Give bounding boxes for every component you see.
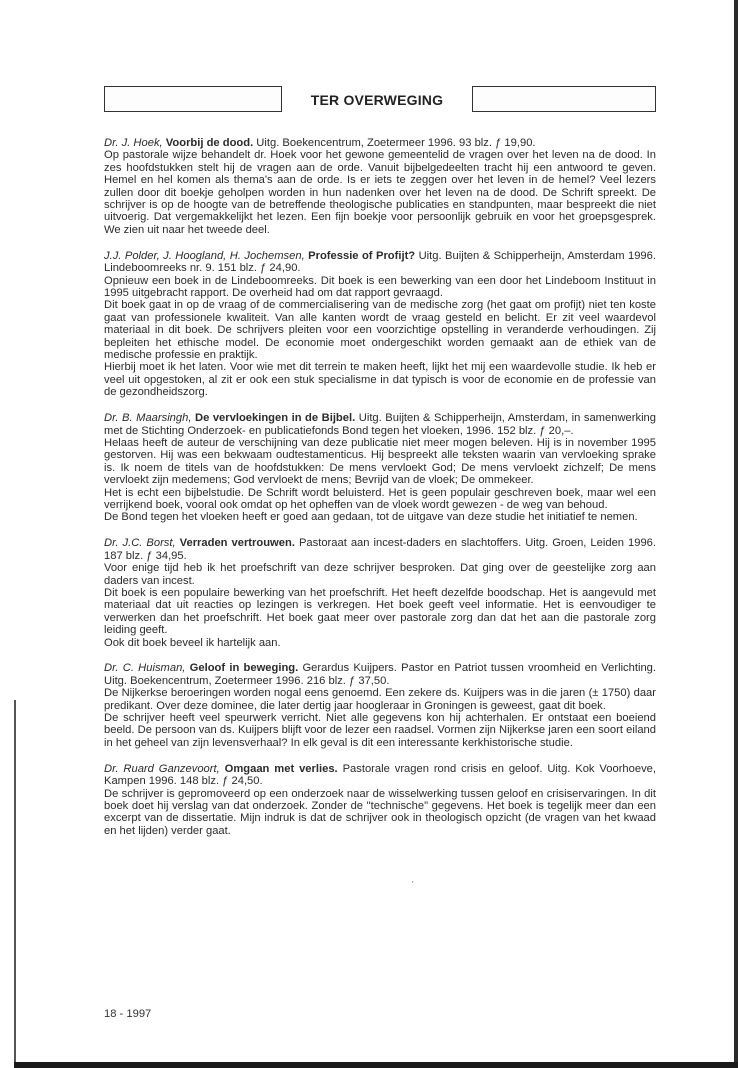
- book-review: [104, 763, 656, 837]
- review-author: Dr. C. Huisman,: [104, 662, 186, 675]
- review-book-title: De vervloekingen in de Bijbel.: [195, 412, 356, 425]
- review-author: Dr. Ruard Ganzevoort,: [104, 762, 220, 775]
- book-review: [104, 537, 656, 649]
- section-title: TER OVERWEGING: [310, 92, 444, 108]
- review-author: Dr. B. Maarsingh,: [104, 412, 192, 425]
- review-citation: [104, 537, 656, 562]
- review-citation: [104, 137, 656, 149]
- review-author: Dr. J.C. Borst,: [104, 537, 176, 550]
- page-number: 18 - 1997: [104, 1008, 152, 1020]
- review-publication: Uitg. Boekencentrum, Zoetermeer 1996. 93 blz. ƒ 19,90.: [256, 137, 536, 149]
- review-citation: [104, 662, 656, 687]
- review-paragraph: De schrijver heeft veel speurwerk verricht. Niet alle gegevens kon hij achterhalen. Er ontstaat een boeiend beeld. De persoon van ds. Kuijpers blijft voor de lezer een raadsel. Vormen zijn Nijkerkse jaren een soort eiland in het geheel van zijn levensverhaal? In elk geval is dit een interessante kerkhistorische studie.: [104, 712, 656, 749]
- review-list: [104, 137, 656, 851]
- section-header: [104, 84, 656, 116]
- book-review: [104, 662, 656, 749]
- review-citation: [104, 763, 656, 788]
- review-book-title: Voorbij de dood.: [165, 137, 254, 149]
- review-citation: [104, 412, 656, 437]
- review-publication: Uitg. Buijten & Schipperheijn, Amsterdam 1996. Lindeboomreeks nr. 9. 151 blz. ƒ 24,90.: [104, 249, 656, 275]
- review-author: Dr. J. Hoek,: [104, 137, 163, 149]
- review-citation: [104, 250, 656, 275]
- header-box-left: [104, 86, 282, 112]
- review-paragraph: Ook dit boek beveel ik hartelijk aan.: [104, 636, 281, 649]
- review-paragraph: Hierbij moet ik het laten. Voor wie met dit terrein te maken heeft, lijkt het mij een waardevolle studie. Ik heb er veel uit opgestoken, al zit er ook een stuk specialisme in dat typisch is voor de economie en de professie van de gezondheidszorg.: [104, 361, 656, 399]
- book-review: [104, 137, 656, 236]
- stray-mark: ': [412, 880, 414, 889]
- review-paragraph: De schrijver is gepromoveerd op een onderzoek naar de wisselwerking tussen geloof en crisiservaringen. In dit boek doet hij verslag van dat onderzoek. Zonder de "technische" gegevens. Het boek is tegelijk meer dan een excerpt van de dissertatie. Mijn indruk is dat de schrijver ook in theologisch opzicht (de vragen van het kwaad en het lijden) verder gaat.: [104, 787, 656, 837]
- review-author: J.J. Polder, J. Hoogland, H. Jochemsen,: [104, 249, 305, 262]
- review-paragraph: Dit boek gaat in op de vraag of de commercialisering van de medische zorg (het gaat om profijt) niet ten koste gaat van professionele kwaliteit. Van alle kanten wordt de vraag gesteld en belicht. Er zit veel waardevol materiaal in dit boek. De schrijvers pleiten voor een voorzichtige opstelling in veranderde verhoudingen. Zij bepleiten het ethische model. De economie moet ondergeschikt worden gemaakt aan de ethiek van de medische professie en praktijk.: [104, 299, 656, 361]
- book-review: [104, 412, 656, 524]
- review-publication: Pastoraat aan incest-daders en slachtoffers. Uitg. Groen, Leiden 1996. 187 blz. ƒ 34,95.: [104, 537, 657, 562]
- review-paragraph: Voor enige tijd heb ik het proefschrift van deze schrijver besproken. Dat ging over de geestelijke zorg aan daders van incest.: [104, 562, 656, 587]
- review-paragraph: Opnieuw een boek in de Lindeboomreeks. Dit boek is een bewerking van een door het Lindeboom Instituut in 1995 uitgebracht rapport. De overheid had om dat rapport gevraagd.: [104, 274, 656, 299]
- review-publication: Gerardus Kuijpers. Pastor en Patriot tussen vroomheid en Verlichting. Uitg. Boekencentrum, Zoetermeer 1996. 216 blz. ƒ 37,50.: [104, 662, 657, 687]
- review-book-title: Professie of Profijt?: [308, 249, 416, 262]
- review-book-title: Geloof in beweging.: [189, 662, 299, 675]
- review-paragraph: Op pastorale wijze behandelt dr. Hoek voor het gewone gemeentelid de vragen over het leven na de dood. In zes hoofdstukken stelt hij de vragen aan de orde. Vanuit bijbelgedeelten tracht hij een antwoord te geven. Hemel en hel komen als thema's aan de orde. Is er iets te zeggen over het leven in de hemel? Veel lezers zullen door dit boekje geholpen worden in hun nadenken over het leven na de dood. De Schrift spreekt. De schrijver is op de hoogte van de betreffende theologische publicaties en standpunten, maar bespreekt die niet uitvoerig. Dat vergemakkelijkt het lezen. Een fijn boekje voor persoonlijk gebruik en voor het groepsgesprek. We zien uit naar het tweede deel.: [104, 149, 656, 236]
- review-paragraph: Dit boek is een populaire bewerking van het proefschrift. Het heeft dezelfde boodschap. Het is aangevuld met materiaal dat uit reacties op lezingen is verkregen. Het boek geeft veel informatie. Het is eenvoudiger te verwerken dan het proefschrift. Het boek gaat meer over pastorale zorg dan dat het aan die pastorale zorg leiding geeft.: [104, 586, 656, 637]
- review-book-title: Verraden vertrouwen.: [179, 537, 295, 550]
- scan-edge-bottom: [14, 1062, 738, 1068]
- review-publication: Pastorale vragen rond crisis en geloof. Uitg. Kok Voorhoeve, Kampen 1996. 148 blz. ƒ 24,50.: [104, 762, 657, 788]
- review-publication: Uitg. Buijten & Schipperheijn, Amsterdam, in samenwerking met de Stichting Onderzoek- en publicatiefonds Bond tegen het vloeken, 1996. 152 blz. ƒ 20,–.: [104, 412, 656, 437]
- review-paragraph: Het is echt een bijbelstudie. De Schrift wordt beluisterd. Het is geen populair geschreven boek, maar wel een verrijkend boek, vooral ook omdat op het opheffen van de vloek wordt gewezen - de weg van behoud.: [104, 486, 656, 511]
- scan-edge-right: [734, 0, 738, 1068]
- book-review: [104, 250, 656, 399]
- review-paragraph: De Bond tegen het vloeken heeft er goed aan gedaan, tot de uitgave van deze studie het initiatief te nemen.: [104, 511, 638, 524]
- review-paragraph: De Nijkerkse beroeringen worden nogal eens genoemd. Een zekere ds. Kuijpers was in die jaren (± 1750) daar predikant. Over deze dominee, die later dertig jaar hoogleraar in Groningen is geweest, gaat dit boek.: [104, 687, 656, 712]
- review-book-title: Omgaan met verlies.: [224, 762, 338, 775]
- scan-edge-left: [14, 700, 16, 1068]
- header-box-right: [472, 86, 656, 112]
- review-paragraph: Helaas heeft de auteur de verschijning van deze publicatie niet meer mogen beleven. Hij is in november 1995 gestorven. Hij was een bekwaam oudtestamenticus. Hij bespreekt alle teksten waarin van vervloeking sprake is. Ik noem de titels van de hoofdstukken: De mens vervloekt God; De mens vervloekt zichzelf; De mens vervloekt zijn medemens; God vervloekt de mens; Bevrijd van de vloek; De ommekeer.: [104, 436, 656, 487]
